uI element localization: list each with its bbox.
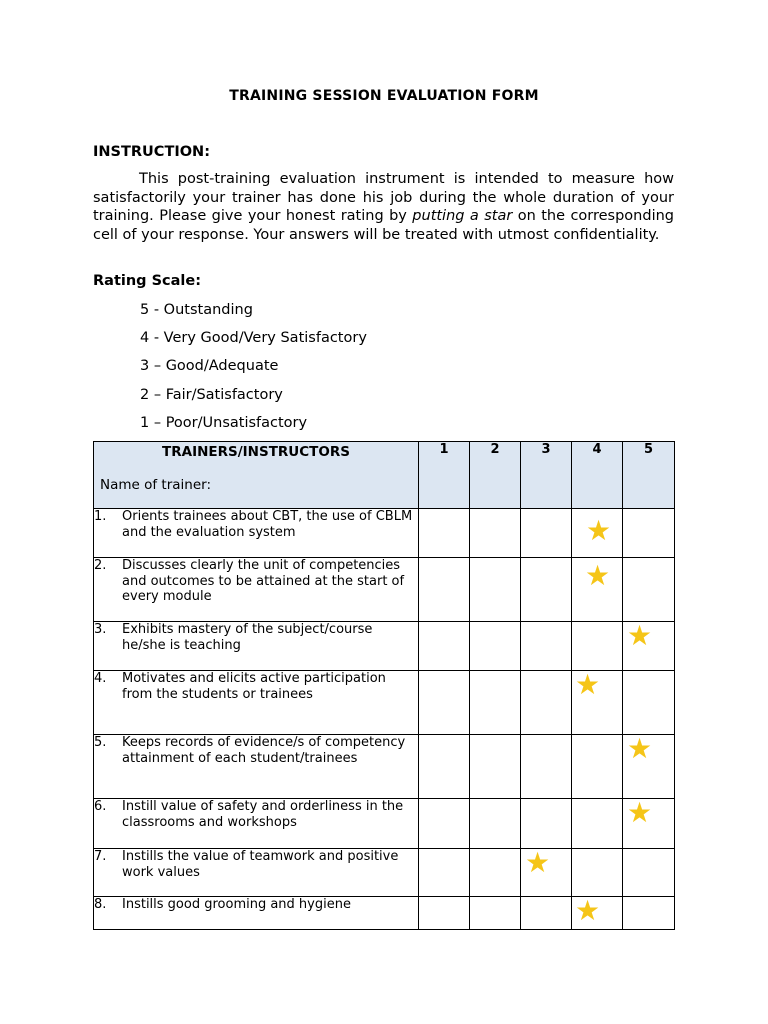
evaluation-table (93, 441, 675, 930)
rating-cell-2[interactable] (470, 671, 521, 735)
criterion-cell (94, 735, 419, 799)
rating-scale-item: 2 – Fair/Satisfactory (140, 386, 283, 403)
table-row (94, 558, 675, 622)
criterion-text: Exhibits mastery of the subject/course he/she is teaching (122, 622, 373, 653)
rating-cell-5[interactable] (623, 849, 675, 897)
rating-cell-2[interactable] (470, 622, 521, 671)
column-header-5: 5 (623, 442, 675, 509)
rating-cell-4[interactable] (572, 558, 623, 622)
rating-cell-1[interactable] (419, 622, 470, 671)
trainers-header-cell (94, 442, 419, 509)
star-icon: ★ (627, 732, 653, 765)
rating-cell-1[interactable] (419, 558, 470, 622)
column-header-2: 2 (470, 442, 521, 509)
rating-cell-1[interactable] (419, 897, 470, 930)
rating-cell-5[interactable] (623, 671, 675, 735)
rating-cell-4[interactable] (572, 622, 623, 671)
rating-cell-5[interactable] (623, 796, 675, 849)
table-row (94, 897, 675, 930)
criterion-text: Instill value of safety and orderliness in the classrooms and workshops (122, 799, 404, 830)
rating-cell-3[interactable] (521, 897, 572, 930)
rating-scale-list (140, 300, 367, 441)
criterion-cell (94, 558, 419, 622)
star-icon: ★ (627, 796, 653, 829)
criterion-number: 6. (94, 799, 107, 814)
rating-cell-2[interactable] (470, 799, 521, 849)
rating-cell-5[interactable] (623, 897, 675, 930)
star-icon: ★ (586, 514, 612, 547)
criterion-text: Discusses clearly the unit of competencies and outcomes to be attained at the start of every module (122, 558, 405, 605)
rating-cell-5[interactable] (623, 619, 675, 671)
criterion-number: 2. (94, 558, 107, 573)
criterion-number: 4. (94, 671, 107, 686)
rating-cell-1[interactable] (419, 849, 470, 897)
criterion-cell (94, 897, 419, 930)
column-header-3: 3 (521, 442, 572, 509)
rating-cell-1[interactable] (419, 671, 470, 735)
instruction-emphasis: putting a star (412, 208, 513, 225)
instruction-text-1: This post-training evaluation instrument is intended to measure how satisfactorily your trainer has done his job during the whole duration of your training. Please give your honest rating by (93, 171, 674, 225)
table-row (94, 509, 675, 558)
rating-cell-2[interactable] (470, 558, 521, 622)
star-icon: ★ (627, 619, 653, 652)
table-row (94, 671, 675, 735)
page-title: TRAINING SESSION EVALUATION FORM (229, 88, 539, 104)
rating-cell-2[interactable] (470, 509, 521, 558)
rating-cell-1[interactable] (419, 735, 470, 799)
rating-cell-4[interactable] (572, 668, 623, 735)
rating-scale-item: 5 - Outstanding (140, 302, 253, 318)
criterion-number: 5. (94, 735, 107, 750)
criterion-cell (94, 849, 419, 897)
criterion-number: 8. (94, 897, 107, 912)
trainer-name-label: Name of trainer: (100, 477, 212, 493)
column-header-4: 4 (572, 442, 623, 509)
criterion-cell (94, 622, 419, 671)
table-row (94, 849, 675, 897)
rating-cell-3[interactable] (521, 622, 572, 671)
criterion-number: 1. (94, 509, 107, 524)
criterion-text: Instills the value of teamwork and positive work values (122, 849, 399, 880)
rating-cell-4[interactable] (572, 894, 623, 930)
star-icon: ★ (585, 559, 611, 592)
criterion-number: 3. (94, 622, 107, 637)
criterion-text: Instills good grooming and hygiene (122, 897, 351, 912)
criterion-number: 7. (94, 849, 107, 864)
rating-cell-1[interactable] (419, 799, 470, 849)
criterion-text: Motivates and elicits active participation from the students or trainees (122, 671, 386, 702)
rating-cell-3[interactable] (521, 509, 572, 558)
criterion-text: Keeps records of evidence/s of competency attainment of each student/trainees (122, 735, 406, 766)
column-header-1: 1 (419, 442, 470, 509)
rating-cell-3[interactable] (521, 799, 572, 849)
rating-cell-3[interactable] (521, 735, 572, 799)
rating-cell-2[interactable] (470, 897, 521, 930)
rating-scale-item: 4 - Very Good/Very Satisfactory (140, 330, 367, 347)
instruction-paragraph (93, 170, 674, 244)
rating-cell-4[interactable] (572, 735, 623, 799)
table-row (94, 622, 675, 671)
instruction-heading: INSTRUCTION: (93, 144, 210, 160)
rating-cell-3[interactable] (521, 558, 572, 622)
table-row (94, 799, 675, 849)
criterion-cell (94, 799, 419, 849)
star-icon: ★ (575, 894, 601, 927)
criterion-cell (94, 509, 419, 558)
instruction-text-2: on the corresponding cell of your response. Your answers will be treated with utmost confidentiality. (93, 208, 674, 243)
trainers-header-title: TRAINERS/INSTRUCTORS (162, 444, 350, 460)
rating-cell-4[interactable] (572, 849, 623, 897)
rating-cell-3[interactable] (521, 846, 572, 897)
rating-cell-4[interactable] (572, 799, 623, 849)
star-icon: ★ (575, 668, 601, 701)
criterion-cell (94, 671, 419, 735)
criterion-text: Orients trainees about CBT, the use of CBLM and the evaluation system (122, 509, 413, 540)
rating-cell-4[interactable] (572, 509, 623, 558)
rating-cell-2[interactable] (470, 735, 521, 799)
rating-scale-item: 1 – Poor/Unsatisfactory (140, 414, 308, 431)
rating-scale-heading: Rating Scale: (93, 273, 202, 289)
star-icon: ★ (525, 846, 551, 879)
rating-scale-item: 3 – Good/Adequate (140, 358, 279, 375)
rating-cell-1[interactable] (419, 509, 470, 558)
rating-cell-5[interactable] (623, 732, 675, 799)
rating-cell-5[interactable] (623, 509, 675, 558)
rating-cell-2[interactable] (470, 849, 521, 897)
rating-cell-3[interactable] (521, 671, 572, 735)
rating-cell-5[interactable] (623, 558, 675, 622)
table-row (94, 735, 675, 799)
